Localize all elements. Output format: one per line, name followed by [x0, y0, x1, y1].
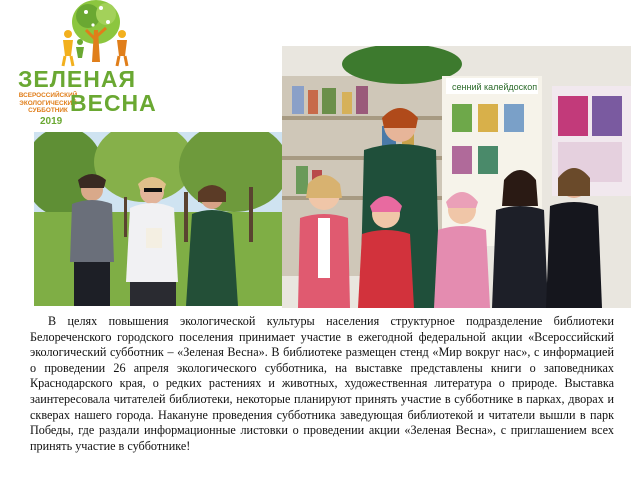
logo-title-line2: ВЕСНА	[70, 90, 157, 116]
three-women-in-park-photo	[34, 132, 282, 306]
logo-subtitle: ВСЕРОССИЙСКИЙ ЭКОЛОГИЧЕСКИЙ СУББОТНИК	[18, 92, 78, 114]
tree-people-logo-icon	[46, 0, 142, 68]
librarian-with-children-photo	[282, 46, 631, 308]
logo-title-line1: ЗЕЛЕНАЯ	[18, 66, 136, 92]
display-sign-text: сенний калейдоскоп	[452, 82, 538, 92]
article-text: В целях повышения экологической культуры населения структурное подразделение библиотеки Белореченского городского поселения принимает участие в ежегодной федеральной акции «Всероссийский экологический субботник – «Зеленая Весна». В библиотеке размещен стенд «Мир вокруг нас», с информацией о проведении 26 апреля экологического субботника, на выставке представлены книги о заповедниках Краснодарского края, о редких растениях и животных, художественная литература о природе. Выставка заинтересовала читателей библиотеки, некоторые планируют принять участие в субботнике в парках, дворах и скверах нашего города. Накануне проведения субботника заведующая библиотекой и читатели вышли в парк Победы, где раздали информационные листовки о проведении акции «Зеленая Весна», с приглашением всех принять участие в субботнике!	[30, 314, 614, 453]
logo-year: 2019	[40, 116, 63, 127]
zelenaya-vesna-logo	[12, 0, 180, 130]
